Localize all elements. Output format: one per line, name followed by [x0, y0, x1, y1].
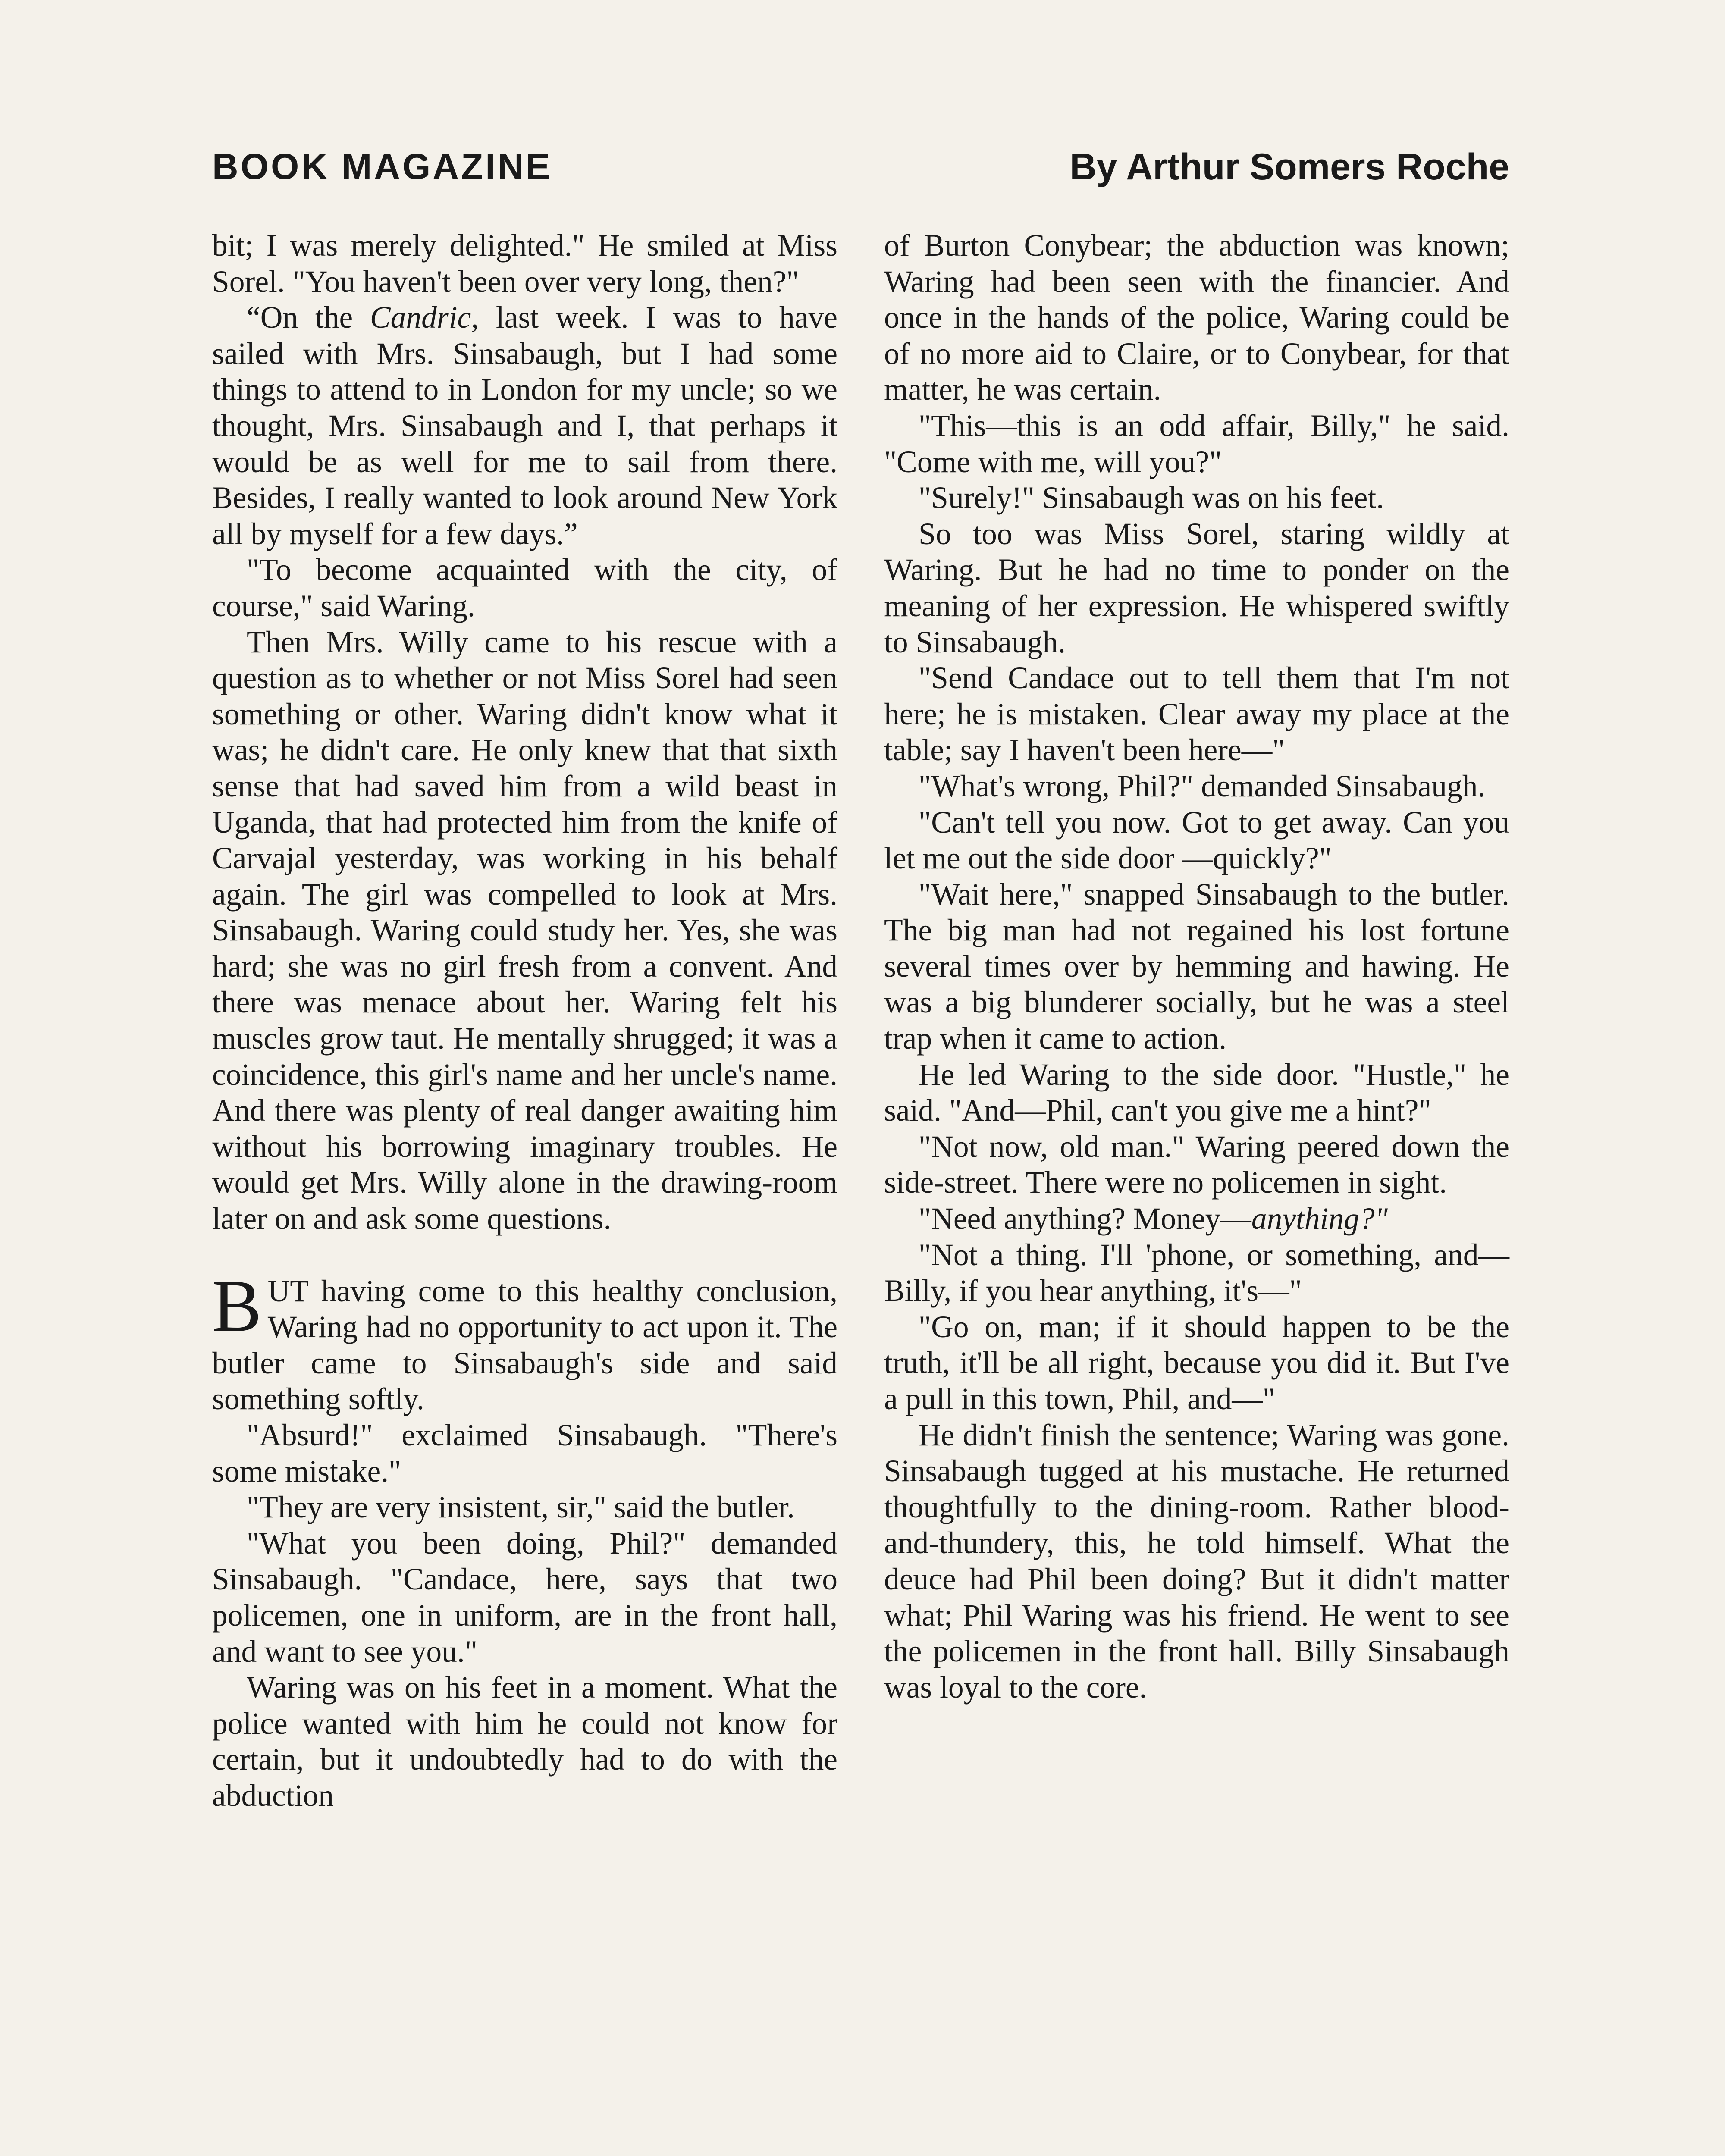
section-break — [212, 1237, 837, 1273]
paragraph: "This—this is an odd affair, Billy," he said. "Come with me, will you?" — [884, 408, 1509, 479]
paragraph: "What you been doing, Phil?" demanded Sinsabaugh. "Candace, here, says that two policemen, one in uniform, are in the front hall, and want to see you." — [212, 1526, 837, 1669]
paragraph: "Wait here," snapped Sinsabaugh to the butler. The big man had not regained his lost fortune several times over by hemming and hawing. He was a big blunderer socially, but he was a steel trap when it came to action. — [884, 877, 1509, 1056]
paragraph: "Absurd!" exclaimed Sinsabaugh. "There's some mistake." — [212, 1418, 837, 1489]
right-column — [884, 228, 1509, 1705]
paragraph: Waring was on his feet in a moment. What the police wanted with him he could not know for certain, but it undoubtedly had to do with the abduction — [212, 1670, 837, 1813]
running-header-author: By Arthur Somers Roche — [1070, 146, 1509, 188]
paragraph: "Not now, old man." Waring peered down the side-street. There were no policemen in sight. — [884, 1129, 1509, 1200]
paragraph-text: last week. I was to have sailed with Mrs. Sinsabaugh, but I had some things to attend to in London for my uncle; so we thought, Mrs. Sinsabaugh and I, that perhaps it would be as well for me to sail from there. Besides, I really wanted to look around New York all by myself for a few days.” — [212, 301, 837, 551]
paragraph: He led Waring to the side door. "Hustle," he said. "And—Phil, can't you give me a hint?" — [884, 1057, 1509, 1128]
paragraph: bit; I was merely delighted." He smiled at Miss Sorel. "You haven't been over very long, then?" — [212, 229, 837, 299]
italic-text: anything?" — [1251, 1202, 1388, 1236]
left-column — [212, 228, 837, 1814]
drop-cap: B — [212, 1265, 262, 1347]
paragraph: "They are very insistent, sir," said the butler. — [247, 1490, 795, 1525]
paragraph: "To become acquainted with the city, of course," said Waring. — [212, 553, 837, 623]
running-header-magazine: BOOK MAGAZINE — [212, 146, 552, 187]
paragraph: “On the Candric, last week. I was to have sailed with Mrs. Sinsabaugh, but I had some things to attend to in London for my uncle; so we thought, Mrs. Sinsabaugh and I, that perhaps it would be as well for me to sail from there. Besides, I really wanted to look around New York all by myself for a few days.” — [212, 301, 837, 551]
paragraph-text: UT having come to this healthy conclusion, Waring had no opportunity to act upon it. The butler came to Sinsabaugh's side and said something softly. — [212, 1274, 837, 1416]
paragraph: "Surely!" Sinsabaugh was on his feet. — [919, 481, 1384, 515]
paragraph: "What's wrong, Phil?" demanded Sinsabaugh. — [919, 769, 1486, 803]
paragraph: Then Mrs. Willy came to his rescue with a question as to whether or not Miss Sorel had seen something or other. Waring didn't know what it was; he didn't care. He only knew that that sixth sense that had saved him from a wild beast in Uganda, that had protected him from the knife of Carvajal yesterday, was working in his behalf again. The girl was compelled to look at Mrs. Sinsabaugh. Waring could study her. Yes, she was hard; she was no girl fresh from a convent. And there was menace about her. Waring felt his muscles grow taut. He mentally shrugged; it was a coincidence, this girl's name and her uncle's name. And there was plenty of real danger awaiting him without his borrowing imaginary troubles. He would get Mrs. Willy alone in the drawing-room later on and ask some questions. — [212, 625, 837, 1236]
paragraph — [884, 1201, 1509, 1237]
paragraph-dropcap — [212, 1265, 837, 1417]
paragraph: "Not a thing. I'll 'phone, or something, and—Billy, if you hear anything, it's—" — [884, 1238, 1509, 1308]
paragraph: "Can't tell you now. Got to get away. Can you let me out the side door —quickly?" — [884, 805, 1509, 876]
paragraph: "Go on, man; if it should happen to be the truth, it'll be all right, because you did it. But I've a pull in this town, Phil, and—" — [884, 1310, 1509, 1416]
paragraph: of Burton Conybear; the abduction was known; Waring had been seen with the financier. And once in the hands of the police, Waring could be of no more aid to Claire, or to Conybear, for that matter, he was certain. — [884, 229, 1509, 407]
paragraph: So too was Miss Sorel, staring wildly at Waring. But he had no time to ponder on the meaning of her expression. He whispered swiftly to Sinsabaugh. — [884, 517, 1509, 659]
paragraph: He didn't finish the sentence; Waring was gone. Sinsabaugh tugged at his mustache. He returned thoughtfully to the dining-room. Rather blood-and-thundery, this, he told himself. What the deuce had Phil been doing? But it didn't matter what; Phil Waring was his friend. He went to see the policemen in the front hall. Billy Sinsabaugh was loyal to the core. — [884, 1418, 1509, 1705]
paragraph-text: "Need anything? Money— — [919, 1202, 1251, 1236]
paragraph: "Send Candace out to tell them that I'm not here; he is mistaken. Clear away my place at the table; say I haven't been here—" — [884, 661, 1509, 768]
italic-ship-name: Candric, — [370, 301, 479, 335]
